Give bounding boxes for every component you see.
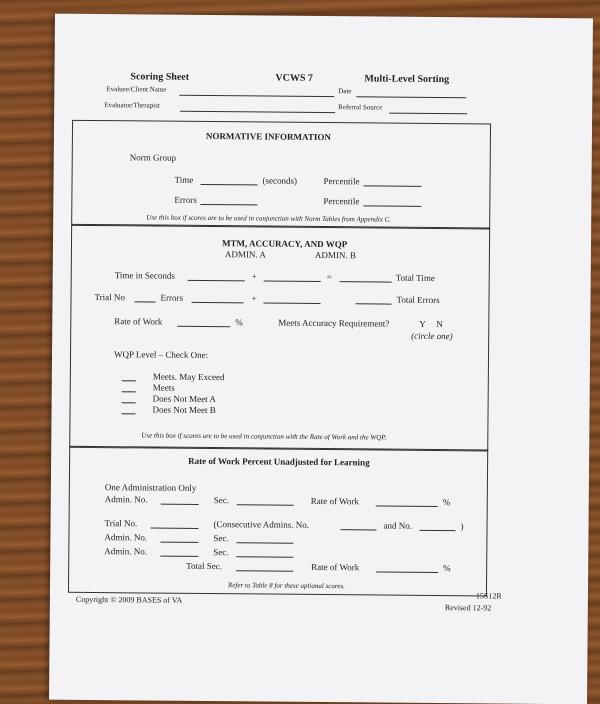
mtm-note: Use this box if scores are to be used in conjunction with the Rate of Work and the WQP. [141,431,387,442]
revised-date: Revised 12-92 [444,603,492,613]
normative-heading: NORMATIVE INFORMATION [205,130,331,143]
form-code: 15S12R [475,591,502,601]
percentile-label-2: Percentile [323,196,360,207]
wqp-checkbox-3 [122,402,136,403]
referral-line [389,113,467,115]
sec-label-3: Sec. [213,547,229,558]
one-admin-label: One Administration Only [104,482,197,493]
evaluator-line [180,111,335,113]
admin-b-label: ADMIN. B [314,249,356,261]
meets-accuracy-label: Meets Accuracy Requirement? [278,317,390,329]
seconds-label: (seconds) [262,175,298,186]
date-line [356,96,466,98]
admin-a-label: ADMIN. A [224,249,266,260]
title-scoring-sheet: Scoring Sheet [130,71,190,83]
rate-note: Refer to Table 8 for these optional scores. [227,581,345,591]
trial-no-label-2: Trial No. [104,518,138,529]
errors-label-mtm: Errors [160,292,184,303]
equals-sign-1: = [326,272,332,283]
percent-sign-1: % [235,317,243,328]
scoring-sheet-paper [49,14,593,704]
evaluee-label: Evaluee/Client Name [106,85,167,94]
normative-note: Use this box if scores are to be used in conjunction with Norm Tables from Appendix C. [146,213,392,224]
referral-label: Referral Source [338,103,383,112]
percent-sign-2: % [442,497,451,508]
rate-of-work-label-3: Rate of Work [311,561,360,573]
time-label: Time [174,174,194,185]
sec-label-2: Sec. [213,533,229,544]
title-vcws: VCWS 7 [275,72,314,84]
trial-no-label: Trial No [94,292,126,303]
wqp-checkbox-4 [122,413,136,414]
rate-of-work-label: Rate of Work [114,316,163,327]
evaluator-label: Evaluator/Therapist [104,101,160,110]
sec-label-1: Sec. [213,495,230,506]
wqp-checkbox-1 [122,380,136,381]
admin-no-label-3: Admin. No. [104,546,148,557]
wqp-option-4: Does Not Meet B [152,404,216,416]
mtm-heading: MTM, ACCURACY, AND WQP [221,238,348,250]
percent-sign-3: % [443,563,451,574]
plus-sign-1: + [251,271,257,282]
evaluee-line [179,95,334,97]
wqp-option-2: Meets [152,382,175,393]
total-time-label: Total Time [395,272,435,283]
admin-no-label-2: Admin. No. [104,532,148,543]
and-no-label: and No. [383,520,413,531]
admin-no-label-1: Admin. No. [104,494,148,505]
wqp-level-label: WQP Level – Check One: [113,349,209,361]
title-multi-level-sorting: Multi-Level Sorting [364,73,450,86]
time-in-seconds-label: Time in Seconds [114,270,175,281]
date-label: Date [338,87,352,96]
yes-option: Y [419,318,426,329]
no-option: N [436,319,443,330]
percentile-label-1: Percentile [323,176,360,187]
total-errors-label: Total Errors [396,294,440,306]
norm-group-label: Norm Group [129,152,177,163]
close-paren: ) [460,521,464,532]
consecutive-label: (Consecutive Admins. No. [213,519,310,530]
circle-one-note: (circle one) [411,330,453,342]
copyright-text: Copyright © 2009 BASES of VA [75,594,183,605]
trial-no-line [134,301,155,302]
wqp-checkbox-2 [122,391,136,392]
total-sec-label: Total Sec. [186,560,223,572]
errors-label: Errors [174,194,197,205]
plus-sign-2: + [251,293,257,304]
wqp-option-1: Meets. May Exceed [152,371,225,383]
rate-heading: Rate of Work Percent Unadjusted for Learning [188,455,370,468]
wqp-option-3: Does Not Meet A [152,393,216,405]
rate-of-work-label-2: Rate of Work [310,495,359,507]
